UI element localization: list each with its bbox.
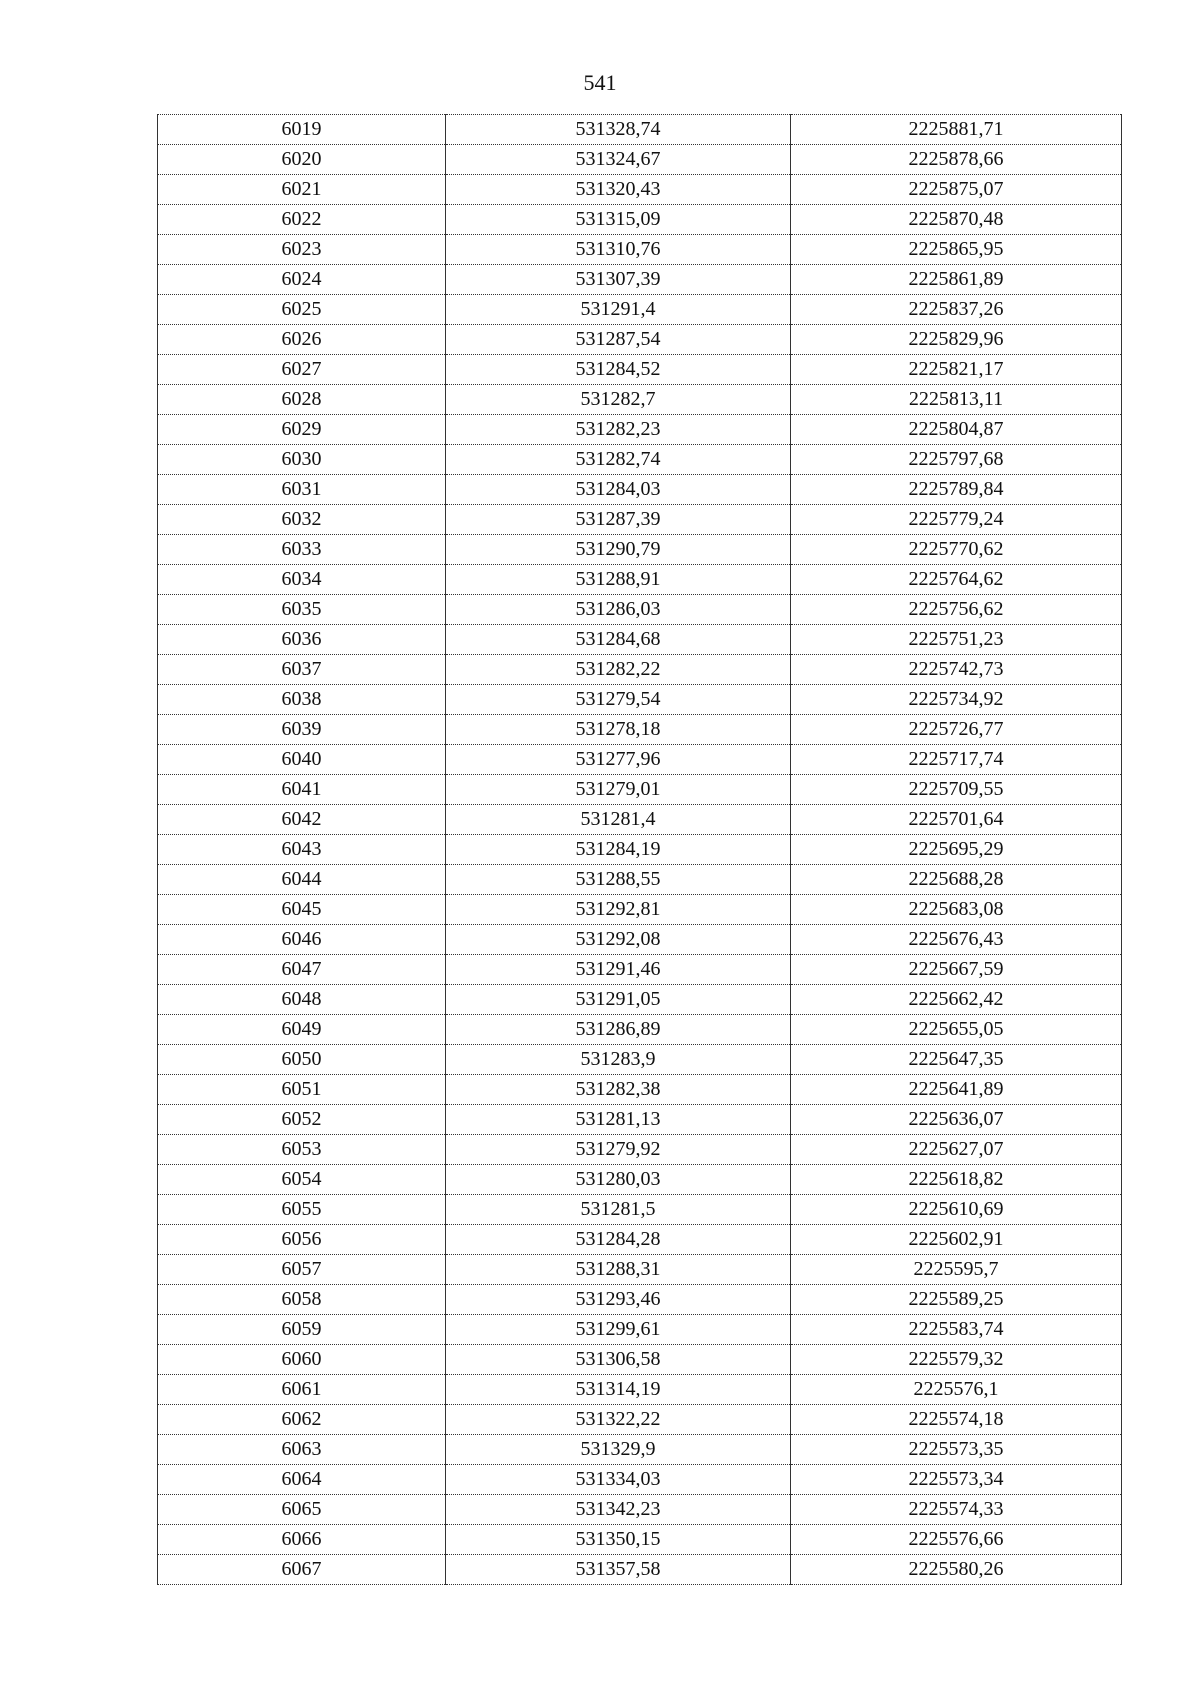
- x-coordinate-cell: 531329,9: [446, 1435, 791, 1465]
- x-coordinate-cell: 531279,92: [446, 1135, 791, 1165]
- table-row: [158, 265, 1122, 295]
- y-coordinate-cell: 2225618,82: [791, 1165, 1122, 1195]
- y-coordinate-cell: 2225589,25: [791, 1285, 1122, 1315]
- y-coordinate-cell: 2225797,68: [791, 445, 1122, 475]
- coordinates-table-body: [158, 115, 1122, 1585]
- point-number-cell: 6035: [158, 595, 446, 625]
- y-coordinate-cell: 2225770,62: [791, 535, 1122, 565]
- point-number-cell: 6025: [158, 295, 446, 325]
- y-coordinate-cell: 2225655,05: [791, 1015, 1122, 1045]
- y-coordinate-cell: 2225573,35: [791, 1435, 1122, 1465]
- y-coordinate-cell: 2225574,18: [791, 1405, 1122, 1435]
- x-coordinate-cell: 531290,79: [446, 535, 791, 565]
- x-coordinate-cell: 531284,19: [446, 835, 791, 865]
- y-coordinate-cell: 2225695,29: [791, 835, 1122, 865]
- table-row: [158, 1045, 1122, 1075]
- x-coordinate-cell: 531282,74: [446, 445, 791, 475]
- table-row: [158, 475, 1122, 505]
- point-number-cell: 6053: [158, 1135, 446, 1165]
- point-number-cell: 6054: [158, 1165, 446, 1195]
- x-coordinate-cell: 531280,03: [446, 1165, 791, 1195]
- table-row: [158, 295, 1122, 325]
- x-coordinate-cell: 531324,67: [446, 145, 791, 175]
- x-coordinate-cell: 531307,39: [446, 265, 791, 295]
- y-coordinate-cell: 2225875,07: [791, 175, 1122, 205]
- point-number-cell: 6066: [158, 1525, 446, 1555]
- point-number-cell: 6040: [158, 745, 446, 775]
- table-row: [158, 1165, 1122, 1195]
- x-coordinate-cell: 531342,23: [446, 1495, 791, 1525]
- table-row: [158, 865, 1122, 895]
- table-row: [158, 235, 1122, 265]
- y-coordinate-cell: 2225647,35: [791, 1045, 1122, 1075]
- x-coordinate-cell: 531314,19: [446, 1375, 791, 1405]
- table-row: [158, 1225, 1122, 1255]
- table-row: [158, 1255, 1122, 1285]
- point-number-cell: 6022: [158, 205, 446, 235]
- point-number-cell: 6027: [158, 355, 446, 385]
- table-row: [158, 1015, 1122, 1045]
- table-row: [158, 1285, 1122, 1315]
- y-coordinate-cell: 2225636,07: [791, 1105, 1122, 1135]
- x-coordinate-cell: 531278,18: [446, 715, 791, 745]
- x-coordinate-cell: 531284,03: [446, 475, 791, 505]
- y-coordinate-cell: 2225627,07: [791, 1135, 1122, 1165]
- point-number-cell: 6045: [158, 895, 446, 925]
- y-coordinate-cell: 2225865,95: [791, 235, 1122, 265]
- point-number-cell: 6037: [158, 655, 446, 685]
- table-row: [158, 565, 1122, 595]
- y-coordinate-cell: 2225881,71: [791, 115, 1122, 145]
- x-coordinate-cell: 531279,01: [446, 775, 791, 805]
- point-number-cell: 6050: [158, 1045, 446, 1075]
- point-number-cell: 6049: [158, 1015, 446, 1045]
- x-coordinate-cell: 531350,15: [446, 1525, 791, 1555]
- x-coordinate-cell: 531288,31: [446, 1255, 791, 1285]
- table-row: [158, 655, 1122, 685]
- point-number-cell: 6023: [158, 235, 446, 265]
- x-coordinate-cell: 531282,7: [446, 385, 791, 415]
- point-number-cell: 6034: [158, 565, 446, 595]
- x-coordinate-cell: 531292,08: [446, 925, 791, 955]
- y-coordinate-cell: 2225580,26: [791, 1555, 1122, 1585]
- y-coordinate-cell: 2225829,96: [791, 325, 1122, 355]
- x-coordinate-cell: 531281,5: [446, 1195, 791, 1225]
- table-row: [158, 505, 1122, 535]
- y-coordinate-cell: 2225579,32: [791, 1345, 1122, 1375]
- x-coordinate-cell: 531283,9: [446, 1045, 791, 1075]
- table-row: [158, 985, 1122, 1015]
- point-number-cell: 6059: [158, 1315, 446, 1345]
- table-row: [158, 1195, 1122, 1225]
- x-coordinate-cell: 531286,89: [446, 1015, 791, 1045]
- x-coordinate-cell: 531281,13: [446, 1105, 791, 1135]
- table-row: [158, 445, 1122, 475]
- point-number-cell: 6056: [158, 1225, 446, 1255]
- table-row: [158, 535, 1122, 565]
- y-coordinate-cell: 2225870,48: [791, 205, 1122, 235]
- point-number-cell: 6021: [158, 175, 446, 205]
- x-coordinate-cell: 531282,22: [446, 655, 791, 685]
- table-row: [158, 1555, 1122, 1585]
- point-number-cell: 6062: [158, 1405, 446, 1435]
- point-number-cell: 6039: [158, 715, 446, 745]
- y-coordinate-cell: 2225583,74: [791, 1315, 1122, 1345]
- point-number-cell: 6065: [158, 1495, 446, 1525]
- x-coordinate-cell: 531299,61: [446, 1315, 791, 1345]
- table-row: [158, 835, 1122, 865]
- point-number-cell: 6057: [158, 1255, 446, 1285]
- x-coordinate-cell: 531284,68: [446, 625, 791, 655]
- x-coordinate-cell: 531281,4: [446, 805, 791, 835]
- x-coordinate-cell: 531287,54: [446, 325, 791, 355]
- table-row: [158, 1525, 1122, 1555]
- point-number-cell: 6051: [158, 1075, 446, 1105]
- point-number-cell: 6019: [158, 115, 446, 145]
- point-number-cell: 6047: [158, 955, 446, 985]
- x-coordinate-cell: 531322,22: [446, 1405, 791, 1435]
- point-number-cell: 6032: [158, 505, 446, 535]
- x-coordinate-cell: 531334,03: [446, 1465, 791, 1495]
- table-row: [158, 115, 1122, 145]
- point-number-cell: 6043: [158, 835, 446, 865]
- point-number-cell: 6026: [158, 325, 446, 355]
- x-coordinate-cell: 531306,58: [446, 1345, 791, 1375]
- y-coordinate-cell: 2225751,23: [791, 625, 1122, 655]
- page-number: 541: [583, 70, 617, 95]
- table-row: [158, 385, 1122, 415]
- y-coordinate-cell: 2225595,7: [791, 1255, 1122, 1285]
- point-number-cell: 6048: [158, 985, 446, 1015]
- y-coordinate-cell: 2225726,77: [791, 715, 1122, 745]
- x-coordinate-cell: 531284,28: [446, 1225, 791, 1255]
- point-number-cell: 6044: [158, 865, 446, 895]
- x-coordinate-cell: 531293,46: [446, 1285, 791, 1315]
- table-row: [158, 1075, 1122, 1105]
- y-coordinate-cell: 2225602,91: [791, 1225, 1122, 1255]
- point-number-cell: 6024: [158, 265, 446, 295]
- x-coordinate-cell: 531291,46: [446, 955, 791, 985]
- point-number-cell: 6052: [158, 1105, 446, 1135]
- table-row: [158, 715, 1122, 745]
- point-number-cell: 6038: [158, 685, 446, 715]
- table-row: [158, 955, 1122, 985]
- table-row: [158, 1345, 1122, 1375]
- y-coordinate-cell: 2225821,17: [791, 355, 1122, 385]
- point-number-cell: 6041: [158, 775, 446, 805]
- point-number-cell: 6064: [158, 1465, 446, 1495]
- y-coordinate-cell: 2225688,28: [791, 865, 1122, 895]
- table-row: [158, 625, 1122, 655]
- point-number-cell: 6029: [158, 415, 446, 445]
- x-coordinate-cell: 531279,54: [446, 685, 791, 715]
- table-row: [158, 685, 1122, 715]
- y-coordinate-cell: 2225878,66: [791, 145, 1122, 175]
- point-number-cell: 6028: [158, 385, 446, 415]
- table-row: [158, 745, 1122, 775]
- table-row: [158, 1405, 1122, 1435]
- y-coordinate-cell: 2225742,73: [791, 655, 1122, 685]
- point-number-cell: 6020: [158, 145, 446, 175]
- x-coordinate-cell: 531310,76: [446, 235, 791, 265]
- y-coordinate-cell: 2225789,84: [791, 475, 1122, 505]
- table-row: [158, 205, 1122, 235]
- x-coordinate-cell: 531277,96: [446, 745, 791, 775]
- table-row: [158, 1135, 1122, 1165]
- table-row: [158, 1315, 1122, 1345]
- x-coordinate-cell: 531282,38: [446, 1075, 791, 1105]
- y-coordinate-cell: 2225779,24: [791, 505, 1122, 535]
- table-row: [158, 145, 1122, 175]
- y-coordinate-cell: 2225667,59: [791, 955, 1122, 985]
- point-number-cell: 6046: [158, 925, 446, 955]
- table-row: [158, 325, 1122, 355]
- y-coordinate-cell: 2225662,42: [791, 985, 1122, 1015]
- table-row: [158, 1465, 1122, 1495]
- table-row: [158, 1435, 1122, 1465]
- x-coordinate-cell: 531291,05: [446, 985, 791, 1015]
- point-number-cell: 6031: [158, 475, 446, 505]
- table-row: [158, 1375, 1122, 1405]
- table-row: [158, 895, 1122, 925]
- x-coordinate-cell: 531328,74: [446, 115, 791, 145]
- point-number-cell: 6060: [158, 1345, 446, 1375]
- x-coordinate-cell: 531282,23: [446, 415, 791, 445]
- x-coordinate-cell: 531287,39: [446, 505, 791, 535]
- table-row: [158, 1495, 1122, 1525]
- point-number-cell: 6042: [158, 805, 446, 835]
- x-coordinate-cell: 531292,81: [446, 895, 791, 925]
- y-coordinate-cell: 2225837,26: [791, 295, 1122, 325]
- y-coordinate-cell: 2225764,62: [791, 565, 1122, 595]
- point-number-cell: 6055: [158, 1195, 446, 1225]
- y-coordinate-cell: 2225861,89: [791, 265, 1122, 295]
- coordinates-table: [157, 114, 1122, 1585]
- y-coordinate-cell: 2225717,74: [791, 745, 1122, 775]
- table-row: [158, 925, 1122, 955]
- x-coordinate-cell: 531288,55: [446, 865, 791, 895]
- table-row: [158, 175, 1122, 205]
- x-coordinate-cell: 531288,91: [446, 565, 791, 595]
- y-coordinate-cell: 2225641,89: [791, 1075, 1122, 1105]
- y-coordinate-cell: 2225734,92: [791, 685, 1122, 715]
- y-coordinate-cell: 2225813,11: [791, 385, 1122, 415]
- y-coordinate-cell: 2225576,66: [791, 1525, 1122, 1555]
- x-coordinate-cell: 531284,52: [446, 355, 791, 385]
- y-coordinate-cell: 2225610,69: [791, 1195, 1122, 1225]
- y-coordinate-cell: 2225676,43: [791, 925, 1122, 955]
- y-coordinate-cell: 2225573,34: [791, 1465, 1122, 1495]
- x-coordinate-cell: 531357,58: [446, 1555, 791, 1585]
- x-coordinate-cell: 531291,4: [446, 295, 791, 325]
- y-coordinate-cell: 2225756,62: [791, 595, 1122, 625]
- table-row: [158, 595, 1122, 625]
- y-coordinate-cell: 2225576,1: [791, 1375, 1122, 1405]
- x-coordinate-cell: 531320,43: [446, 175, 791, 205]
- x-coordinate-cell: 531286,03: [446, 595, 791, 625]
- y-coordinate-cell: 2225701,64: [791, 805, 1122, 835]
- table-row: [158, 415, 1122, 445]
- table-row: [158, 1105, 1122, 1135]
- x-coordinate-cell: 531315,09: [446, 205, 791, 235]
- point-number-cell: 6033: [158, 535, 446, 565]
- point-number-cell: 6067: [158, 1555, 446, 1585]
- point-number-cell: 6061: [158, 1375, 446, 1405]
- point-number-cell: 6030: [158, 445, 446, 475]
- y-coordinate-cell: 2225804,87: [791, 415, 1122, 445]
- point-number-cell: 6063: [158, 1435, 446, 1465]
- point-number-cell: 6036: [158, 625, 446, 655]
- y-coordinate-cell: 2225574,33: [791, 1495, 1122, 1525]
- point-number-cell: 6058: [158, 1285, 446, 1315]
- table-row: [158, 355, 1122, 385]
- y-coordinate-cell: 2225709,55: [791, 775, 1122, 805]
- table-row: [158, 775, 1122, 805]
- table-row: [158, 805, 1122, 835]
- y-coordinate-cell: 2225683,08: [791, 895, 1122, 925]
